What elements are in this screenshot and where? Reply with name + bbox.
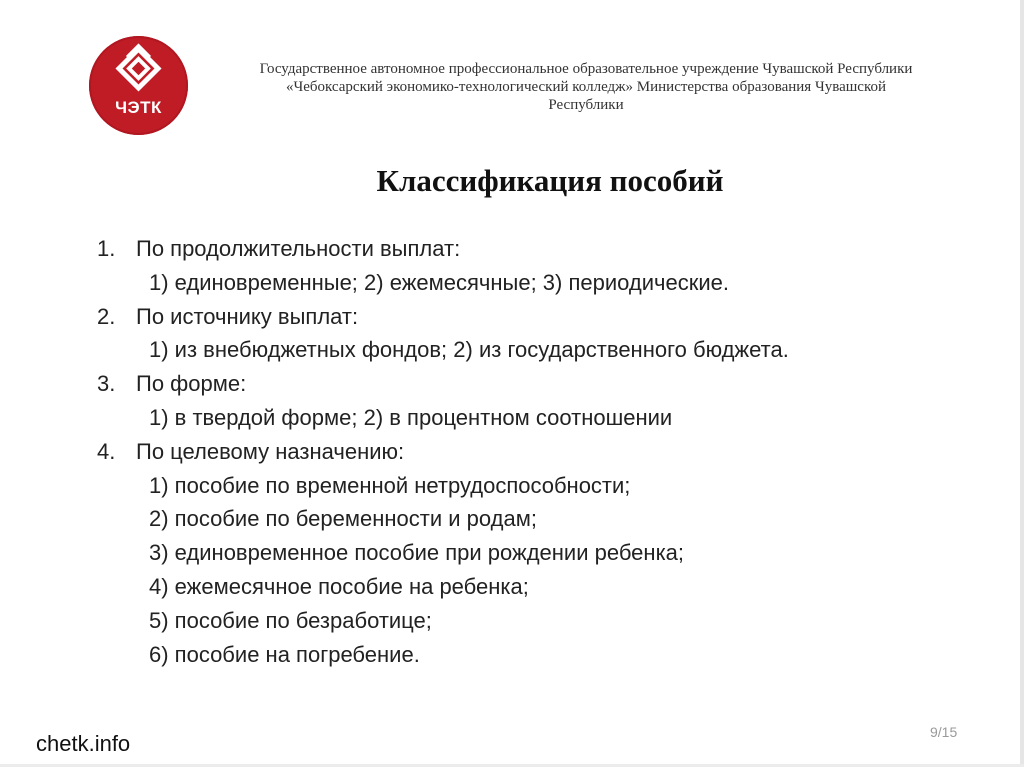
category-item: 4) ежемесячное пособие на ребенка;: [149, 573, 529, 599]
institution-line: Государственное автономное профессиональное образовательное учреждение Чувашской Республики: [259, 61, 913, 77]
category-number: 3.: [97, 371, 116, 397]
category-number: 2.: [97, 303, 116, 329]
category-item: 1) единовременные; 2) ежемесячные; 3) периодические.: [149, 269, 729, 295]
diamond-emblem-icon: [89, 36, 188, 135]
category-item: 1) из внебюджетных фондов; 2) из государственного бюджета.: [149, 337, 789, 363]
category-item: 2) пособие по беременности и родам;: [149, 506, 537, 532]
category-heading: [97, 435, 977, 469]
category-number: 1.: [97, 236, 116, 261]
category-item: 3) единовременное пособие при рождении ребенка;: [149, 540, 685, 566]
category-heading: [97, 300, 977, 334]
institution-line: «Чебоксарский экономико-технологический колледж» Министерства образования Чувашской: [285, 79, 886, 95]
category-item: 5) пособие по безработице;: [149, 607, 432, 633]
classification-list: [97, 232, 977, 671]
page-number: 9/15: [930, 724, 958, 740]
category-heading: [97, 367, 977, 401]
category-label: По целевому назначению:: [136, 438, 405, 464]
category-item: 1) пособие по временной нетрудоспособности;: [149, 472, 631, 498]
slide-frame-right: [1020, 0, 1024, 767]
category-item: 1) в твердой форме; 2) в процентном соотношении: [149, 404, 673, 430]
category-item: 6) пособие на погребение.: [149, 641, 420, 667]
logo-text: ЧЭТК: [115, 98, 162, 117]
category-heading: [97, 232, 977, 266]
institution-line: Республики: [548, 97, 624, 113]
category-number: 4.: [97, 438, 116, 464]
slide-title: Классификация пособий: [376, 163, 724, 198]
category-label: По форме:: [136, 371, 247, 397]
category-label: По источнику выплат:: [136, 303, 359, 329]
institution-name: [205, 60, 967, 114]
website-link[interactable]: chetk.info: [36, 731, 131, 756]
category-label: По продолжительности выплат:: [136, 236, 461, 261]
college-logo: [89, 36, 188, 135]
